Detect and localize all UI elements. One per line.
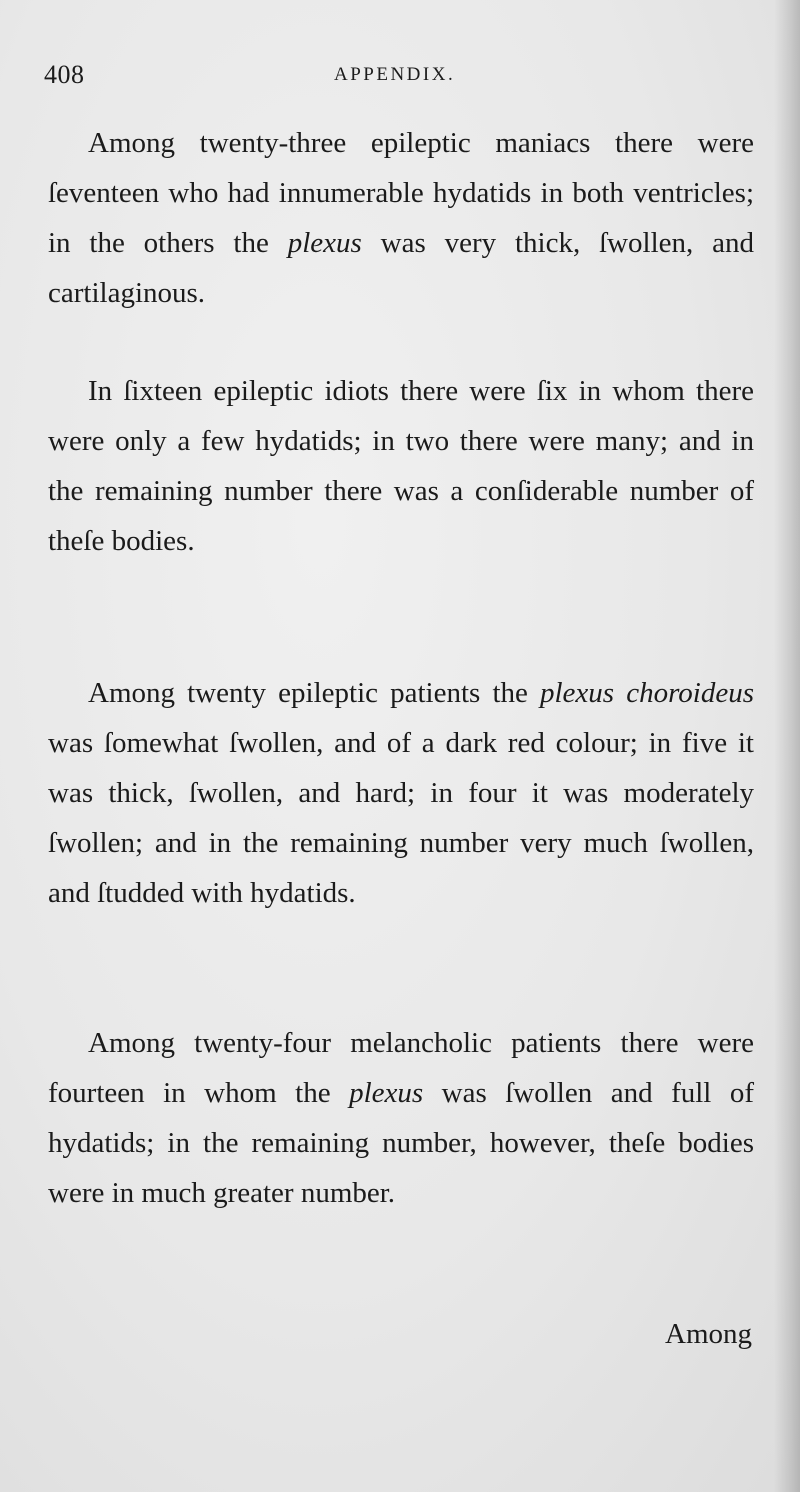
paragraph-melancholic-patients: [48, 1018, 754, 1218]
paragraph-epileptic-patients: [48, 668, 754, 918]
paragraph-text: was ſomewhat ſwollen, and of a dark red colour; in five it was thick, ſwollen, and hard; in four it was moderately ſwollen; and in the remaining number very much ſwollen, and ſtudded with hydatids.: [48, 727, 754, 909]
page-edge-shadow: [774, 0, 800, 1492]
paragraph-text: was very thick, ſwollen, and cartilaginous.: [48, 227, 754, 309]
paragraph-text: Among twenty epileptic patients the: [88, 677, 540, 709]
paragraph-text: was ſwollen and full of hydatids; in the remaining number, however, theſe bodies were in much greater number.: [48, 1077, 754, 1209]
running-head: [44, 56, 750, 96]
header-title: APPENDIX.: [334, 64, 456, 85]
italic-term: plexus choroideus: [540, 677, 754, 709]
paragraph-text: Among twenty-three epileptic maniacs there were ſeventeen who had innumerable hydatids in both ventricles; in the others the: [48, 127, 754, 259]
page-number: 408: [44, 60, 85, 89]
paragraph-epileptic-maniacs: [48, 118, 754, 318]
italic-term: plexus: [287, 227, 362, 259]
paragraph-epileptic-idiots: [48, 366, 754, 566]
italic-term: plexus: [349, 1077, 424, 1109]
catchword: Among: [665, 1318, 752, 1350]
paragraph-text: Among twenty-four melancholic patients there were fourteen in whom the: [48, 1027, 754, 1109]
paragraph-text: In ſixteen epileptic idiots there were ſix in whom there were only a few hydatids; in two there were many; and in the remaining number there was a conſiderable number of theſe bodies.: [48, 375, 754, 557]
